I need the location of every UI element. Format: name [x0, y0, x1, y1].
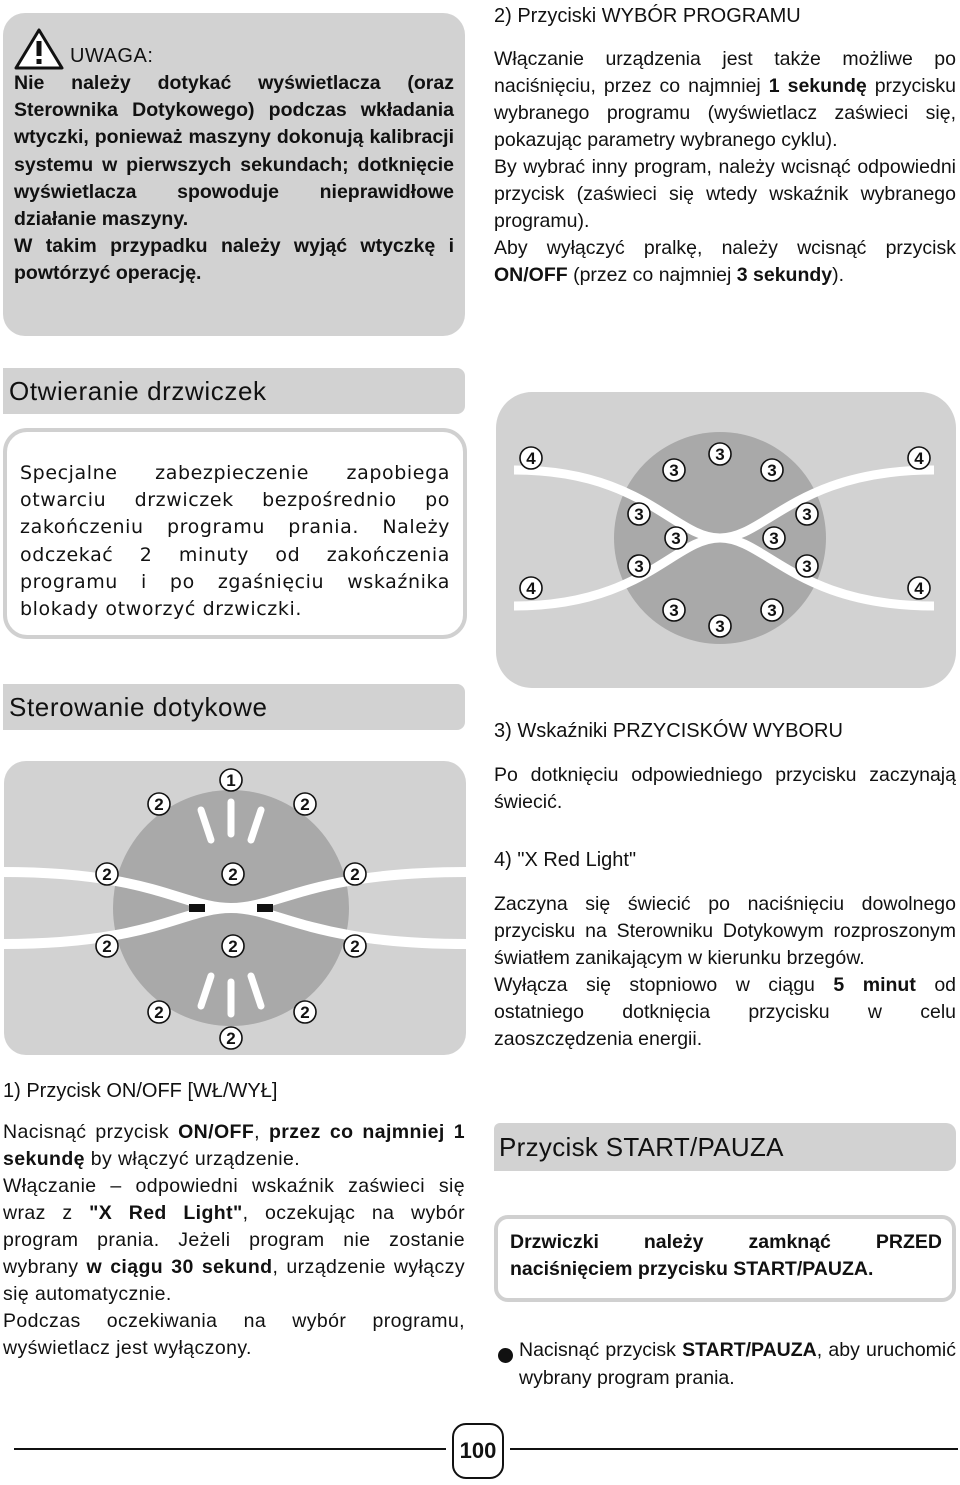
svg-text:2: 2 [228, 865, 238, 884]
display-segment [189, 904, 205, 912]
indicator-marker [709, 443, 731, 465]
indicators-diagram [494, 390, 958, 690]
program-button-marker [220, 1027, 242, 1049]
indicator-marker [520, 447, 542, 469]
svg-text:2: 2 [350, 865, 360, 884]
indicator-marker [763, 527, 785, 549]
svg-text:2: 2 [154, 1003, 164, 1022]
program-paragraph-1: Włączanie urządzenia jest także możliwe po naciśnięciu, przez co najmniej 1 sekundę przycisku wybranego programu (wyświetlacz zaświeci się, pokazując parametry wybranego cyklu). [494, 48, 956, 151]
svg-text:3: 3 [767, 601, 777, 620]
program-button-marker [294, 793, 316, 815]
redlight-paragraph-2: Wyłącza się stopniowo w ciągu 5 minut od ostatniego dotknięcia przycisku w celu zaoszczędzenia energii. [494, 974, 957, 1050]
indicator-marker [761, 599, 783, 621]
program-button-marker [148, 1001, 170, 1023]
onoff-heading: 1) Przycisk ON/OFF [WŁ/WYŁ] [3, 1080, 278, 1102]
indicator-marker [796, 503, 818, 525]
svg-text:2: 2 [102, 937, 112, 956]
program-section [494, 3, 956, 289]
svg-text:3: 3 [669, 461, 679, 480]
touch-control-diagram [3, 760, 467, 1056]
svg-text:3: 3 [715, 445, 725, 464]
indicators-heading: 3) Wskaźniki PRZYCISKÓW WYBORU [494, 720, 843, 742]
svg-text:4: 4 [526, 449, 536, 468]
footer-rule-left [14, 1448, 446, 1450]
door-note-text: Drzwiczki należy zamknąć PRZED naciśnięciem przycisku START/PAUZA. [510, 1231, 942, 1280]
warning-body: Nie należy dotykać wyświetlacza (oraz Sterownika Dotykowego) podczas wkładania wtyczki, ponieważ maszyny dokonują kalibracji systemu w pierwszych sekundach; dotknięcie wyświetlacza spowoduje nieprawidłowe działanie maszyny. [14, 72, 454, 231]
svg-text:2: 2 [300, 1003, 310, 1022]
indicators-text: Po dotknięciu odpowiedniego przycisku zaczynają świecić. [494, 764, 956, 813]
svg-text:4: 4 [914, 449, 924, 468]
svg-text:4: 4 [914, 579, 924, 598]
indicator-marker [663, 459, 685, 481]
warning-triangle-icon [14, 28, 64, 70]
start-instruction [498, 1336, 956, 1392]
program-button-marker [344, 935, 366, 957]
footer-rule-right [510, 1448, 958, 1450]
svg-text:3: 3 [671, 529, 681, 548]
onoff-paragraph-3: Podczas oczekiwania na wybór programu, wyświetlacz jest wyłączony. [3, 1310, 465, 1359]
display-segment [257, 904, 273, 912]
warning-title: UWAGA: [70, 44, 154, 67]
svg-text:2: 2 [226, 1029, 236, 1048]
onoff-paragraph-1: Nacisnąć przycisk ON/OFF, przez co najmniej 1 sekundę by włączyć urządzenie. [3, 1121, 466, 1170]
indicator-marker [628, 503, 650, 525]
program-heading: 2) Przyciski WYBÓR PROGRAMU [494, 5, 801, 27]
page-number: 100 [452, 1423, 504, 1479]
svg-text:3: 3 [634, 505, 644, 524]
program-button-marker [294, 1001, 316, 1023]
program-button-marker [96, 863, 118, 885]
warning-text [14, 36, 454, 288]
redlight-heading: 4) "X Red Light" [494, 849, 637, 871]
indicator-marker [908, 447, 930, 469]
onoff-section [3, 1078, 465, 1362]
indicator-marker [908, 577, 930, 599]
doors-text: Specjalne zabezpieczenie zapobiega otwarciu drzwiczek bezpośrednio po zakończeniu programu prania. Należy odczekać 2 minuty od zakończenia programu i po zgaśnięciu wskaźnika blokady otworzyć drzwiczki. [20, 462, 450, 621]
program-button-marker [148, 793, 170, 815]
svg-text:3: 3 [669, 601, 679, 620]
indicator-marker [709, 615, 731, 637]
program-paragraph-3: Aby wyłączyć pralkę, należy wcisnąć przycisk ON/OFF (przez co najmniej 3 sekundy). [494, 237, 956, 286]
svg-text:3: 3 [767, 461, 777, 480]
svg-text:2: 2 [228, 937, 238, 956]
svg-text:2: 2 [350, 937, 360, 956]
indicator-marker [761, 459, 783, 481]
start-section-title: Przycisk START/PAUZA [494, 1123, 956, 1171]
start-bullet-text: Nacisnąć przycisk START/PAUZA, aby uruchomić wybrany program prania. [519, 1339, 956, 1389]
doors-section-title: Otwieranie drzwiczek [3, 368, 465, 414]
warning-body-2: W takim przypadku należy wyjąć wtyczkę i powtórzyć operację. [14, 235, 454, 285]
svg-text:1: 1 [226, 771, 236, 790]
touch-section-title: Sterowanie dotykowe [3, 684, 465, 730]
indicator-marker [520, 577, 542, 599]
program-paragraph-2: By wybrać inny program, należy wcisnąć odpowiedni przycisk (zaświeci się wtedy wskaźnik wybranego programu). [494, 156, 956, 232]
program-button-marker [222, 863, 244, 885]
redlight-section [494, 847, 956, 1053]
indicators-section [494, 718, 956, 816]
svg-text:3: 3 [802, 505, 812, 524]
svg-text:4: 4 [526, 579, 536, 598]
svg-text:2: 2 [102, 865, 112, 884]
indicator-marker [665, 527, 687, 549]
indicator-marker [796, 555, 818, 577]
svg-text:3: 3 [634, 557, 644, 576]
svg-text:3: 3 [769, 529, 779, 548]
program-button-marker [344, 863, 366, 885]
indicator-marker [663, 599, 685, 621]
bullet-icon [498, 1348, 513, 1363]
svg-text:3: 3 [802, 557, 812, 576]
svg-text:3: 3 [715, 617, 725, 636]
program-button-marker [96, 935, 118, 957]
program-button-marker [222, 935, 244, 957]
redlight-paragraph-1: Zaczyna się świecić po naciśnięciu dowolnego przycisku na Sterowniku Dotykowym rozproszonym światłem zanikającym w kierunku brzegów. [494, 893, 956, 969]
onoff-button-marker [220, 769, 242, 791]
onoff-paragraph-2: Włączanie – odpowiedni wskaźnik zaświeci się wraz z "X Red Light", oczekując na wybór program prania. Jeżeli program nie zostanie wybrany w ciągu 30 sekund, urządzenie wyłączy się automatycznie. [3, 1175, 465, 1305]
svg-text:2: 2 [300, 795, 310, 814]
indicator-marker [628, 555, 650, 577]
svg-text:2: 2 [154, 795, 164, 814]
